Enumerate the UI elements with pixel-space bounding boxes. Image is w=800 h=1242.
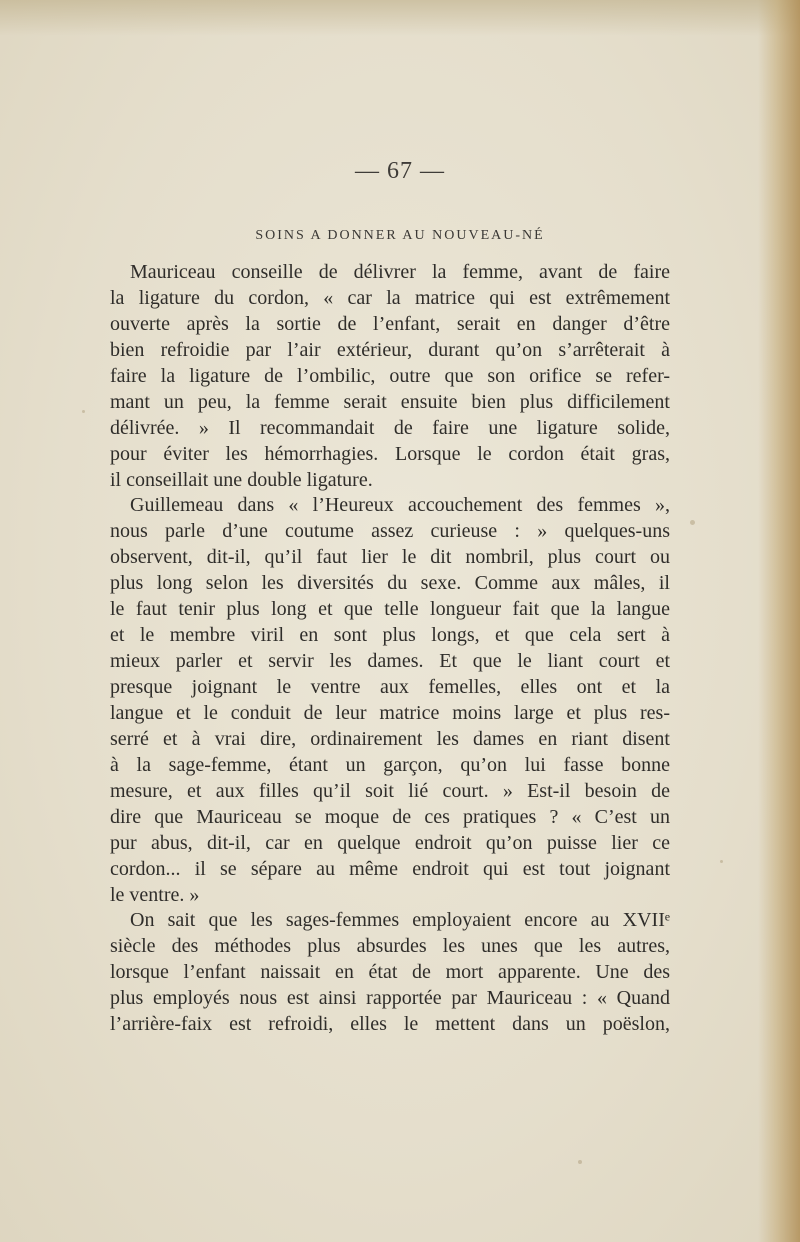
section-heading: SOINS A DONNER AU NOUVEAU-NÉ (255, 228, 545, 243)
text-line: cordon... il se sépare au même endroit qui est tout joignant (110, 857, 670, 880)
text-line: la ligature du cordon, « car la matrice qui est extrêmement (110, 286, 670, 309)
text-line: délivrée. » Il recommandait de faire une ligature solide, (110, 416, 670, 439)
text-line: et le membre viril en sont plus longs, et que cela sert à (110, 624, 670, 647)
text-line: dire que Mauriceau se moque de ces pratiques ? « C’est un (110, 805, 670, 828)
text-line: plus employés nous est ainsi rapportée par Mauriceau : « Quand (110, 987, 670, 1010)
foxing-spot (720, 860, 723, 863)
text-line: Mauriceau conseille de délivrer la femme, avant de faire (130, 261, 670, 283)
text-line: lorsque l’enfant naissait en état de mort apparente. Une des (110, 961, 670, 984)
text-line: bien refroidie par l’air extérieur, durant qu’on s’arrêterait à (110, 338, 670, 361)
text-line: nous parle d’une coutume assez curieuse : » quelques-uns (110, 520, 670, 543)
text-line: il conseillait une double ligature. (110, 468, 373, 491)
page-top-edge-shading (0, 0, 800, 36)
text-line: plus long selon les diversités du sexe. Comme aux mâles, il (110, 572, 670, 595)
foxing-spot (690, 520, 695, 525)
body-text (110, 260, 670, 1038)
text-line: pour éviter les hémorrhagies. Lorsque le cordon était gras, (110, 442, 670, 465)
foxing-spot (578, 1160, 582, 1164)
text-line: faire la ligature de l’ombilic, outre que son orifice se refer- (110, 364, 670, 387)
text-line: serré et à vrai dire, ordinairement les dames en riant disent (110, 727, 670, 750)
foxing-spot (82, 410, 85, 413)
text-line: observent, dit-il, qu’il faut lier le dit nombril, plus court ou (110, 546, 670, 569)
page-number: — 67 — (355, 158, 445, 184)
text-line: ouverte après la sortie de l’enfant, serait en danger d’être (110, 312, 670, 335)
text-line: le faut tenir plus long et que telle longueur fait que la langue (110, 598, 670, 621)
page-right-edge-foxing (758, 0, 800, 1242)
text-line: langue et le conduit de leur matrice moins large et plus res- (110, 701, 670, 724)
text-line: mieux parler et servir les dames. Et que le liant court et (110, 650, 670, 673)
text-line: On sait que les sages-femmes employaient encore au XVIIᵉ (130, 909, 670, 932)
text-line: pur abus, dit-il, car en quelque endroit qu’on puisse lier ce (110, 831, 670, 854)
text-line: l’arrière-faix est refroidi, elles le mettent dans un poëslon, (110, 1013, 670, 1036)
text-line: à la sage-femme, étant un garçon, qu’on lui fasse bonne (110, 753, 670, 776)
text-line: presque joignant le ventre aux femelles, elles ont et la (110, 676, 670, 698)
text-line: mesure, et aux filles qu’il soit lié court. » Est-il besoin de (110, 779, 670, 802)
text-line: siècle des méthodes plus absurdes les unes que les autres, (110, 935, 670, 958)
text-line: le ventre. » (110, 883, 200, 906)
text-line: mant un peu, la femme serait ensuite bien plus difficilement (110, 390, 670, 413)
text-line: Guillemeau dans « l’Heureux accouchement des femmes », (130, 494, 670, 517)
